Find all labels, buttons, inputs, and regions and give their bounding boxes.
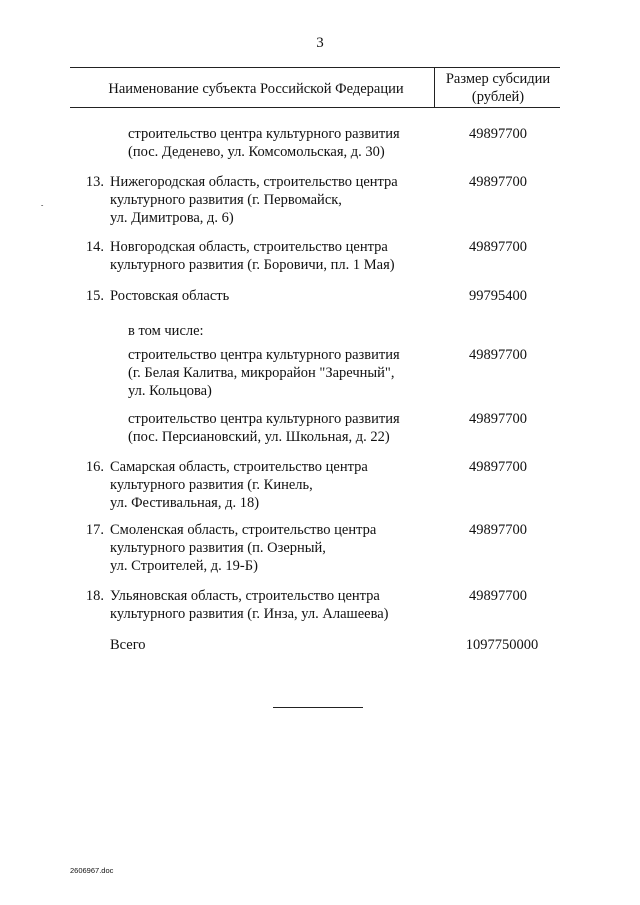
row-number: 14. (85, 239, 104, 255)
row-line: культурного развития (п. Озерный, (110, 540, 326, 556)
row-line: Смоленская область, строительство центра (110, 522, 377, 538)
header-subsidy-label: Размер субсидии (445, 71, 551, 87)
row-line: ул. Кольцова) (128, 383, 212, 399)
row-value: 49897700 (469, 239, 527, 255)
row-line: строительство центра культурного развития (128, 126, 400, 142)
row-value: 49897700 (469, 588, 527, 604)
row-line: ул. Строителей, д. 19-Б) (110, 558, 258, 574)
footer-filename: 2606967.doc (70, 866, 114, 875)
row-number: 16. (85, 459, 104, 475)
row-value: 99795400 (469, 288, 527, 304)
row-text (110, 521, 376, 575)
row-text (128, 346, 400, 400)
row-value: 49897700 (469, 347, 527, 363)
table-top-rule (70, 67, 560, 68)
row-line: культурного развития (г. Первомайск, (110, 192, 342, 208)
row-value: 49897700 (469, 522, 527, 538)
row-value: 49897700 (469, 126, 527, 142)
row-line: Новгородская область, строительство центра (110, 239, 388, 255)
row-line: Нижегородская область, строительство центра (110, 174, 398, 190)
row-line: культурного развития (г. Инза, ул. Алашеева) (110, 606, 389, 622)
row-text (110, 173, 398, 227)
row-text (110, 458, 368, 512)
header-subsidy-amount (436, 70, 560, 106)
row-text (128, 322, 204, 340)
row-line: ул. Димитрова, д. 6) (110, 210, 234, 226)
row-text (110, 287, 229, 305)
table-header-bottom-rule (70, 107, 560, 108)
row-number: 13. (85, 174, 104, 190)
row-line: (пос. Деденево, ул. Комсомольская, д. 30) (128, 144, 385, 160)
row-value: 49897700 (469, 174, 527, 190)
page-number: 3 (316, 35, 324, 51)
row-line: Ульяновская область, строительство центра (110, 588, 380, 604)
total-label: Всего (110, 637, 146, 653)
row-line: Ростовская область (110, 288, 230, 304)
row-text (110, 238, 395, 274)
total-value: 1097750000 (465, 637, 539, 653)
row-number: 18. (85, 588, 104, 604)
header-column-divider (434, 67, 435, 108)
row-value: 49897700 (469, 411, 527, 427)
margin-mark: - (41, 201, 44, 209)
row-line: ул. Фестивальная, д. 18) (110, 495, 260, 511)
row-line: в том числе: (128, 323, 204, 339)
row-line: (г. Белая Калитва, микрорайон "Заречный", (128, 365, 395, 381)
row-line: Самарская область, строительство центра (110, 459, 368, 475)
row-number: 15. (85, 288, 104, 304)
row-line: культурного развития (г. Боровичи, пл. 1 Мая) (110, 257, 395, 273)
row-number: 17. (85, 522, 104, 538)
row-text (128, 410, 400, 446)
row-text (110, 587, 389, 623)
row-line: культурного развития (г. Кинель, (110, 477, 313, 493)
header-subject-name: Наименование субъекта Российской Федерации (108, 81, 404, 97)
row-line: (пос. Персиановский, ул. Школьная, д. 22) (128, 429, 390, 445)
header-subsidy-unit: (рублей) (471, 89, 525, 105)
end-of-document-rule (273, 707, 363, 708)
row-line: строительство центра культурного развития (128, 411, 400, 427)
row-line: строительство центра культурного развития (128, 347, 400, 363)
row-text (128, 125, 400, 161)
row-value: 49897700 (469, 459, 527, 475)
